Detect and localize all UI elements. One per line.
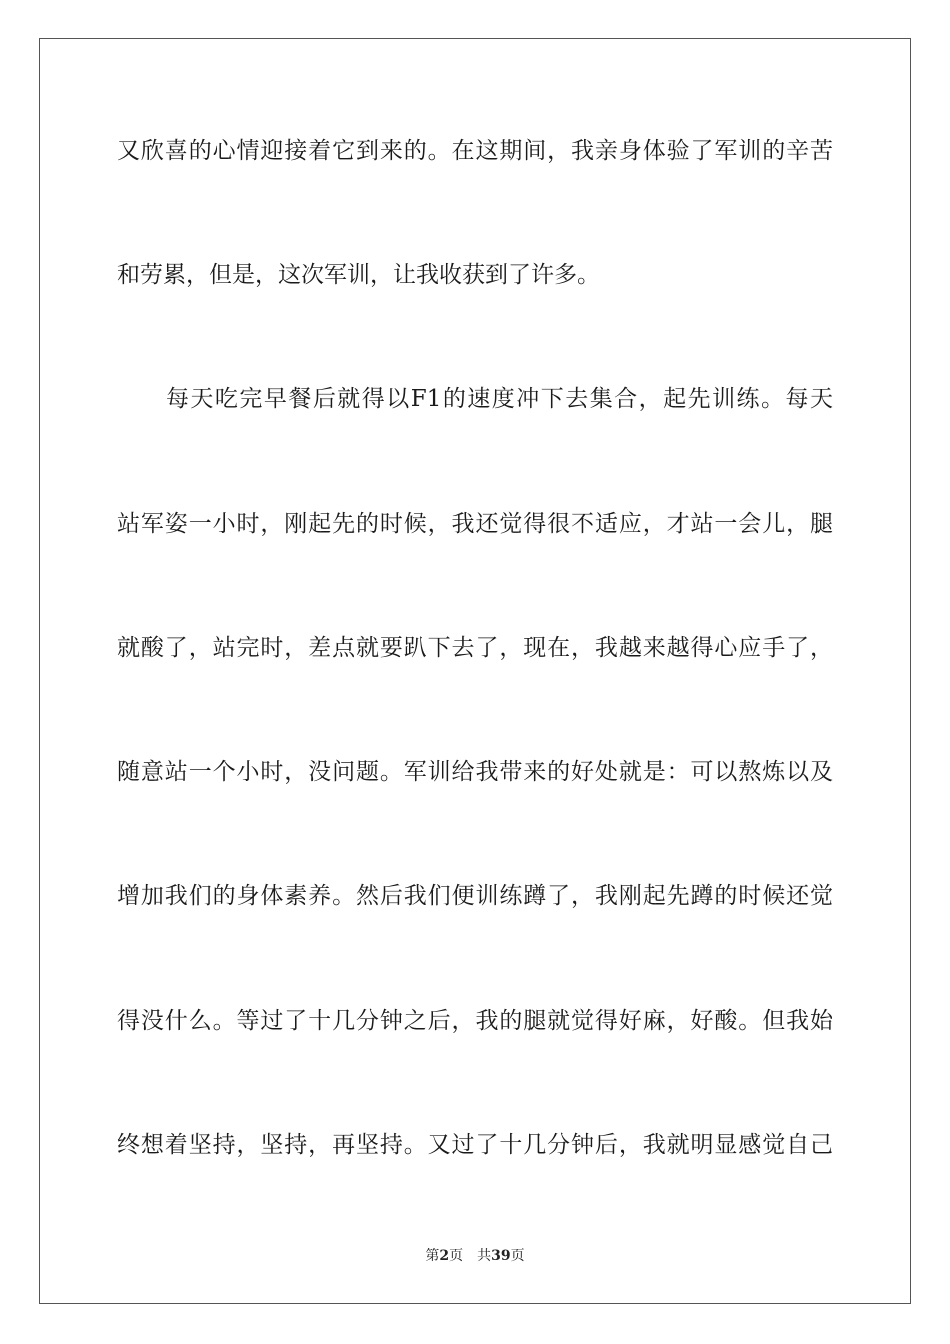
body-text-line-5: 就酸了，站完时，差点就要趴下去了，现在，我越来越得心应手了， [117,635,833,661]
page-footer [0,1247,950,1265]
body-text-line-7: 增加我们的身体素养。然后我们便训练蹲了，我刚起先蹲的时候还觉 [117,883,833,909]
page-total-number: 39 [491,1248,511,1264]
total-suffix: 页 [510,1248,525,1264]
page-prefix: 第 [425,1248,440,1264]
body-text-line-4: 站军姿一小时，刚起先的时候，我还觉得很不适应，才站一会儿，腿 [117,511,833,537]
total-prefix: 共 [477,1248,492,1264]
body-text-line-3: 每天吃完早餐后就得以F1的速度冲下去集合，起先训练。每天 [117,386,833,412]
body-text-line-6: 随意站一个小时，没问题。军训给我带来的好处就是：可以熬炼以及 [117,759,833,785]
body-text-line-9: 终想着坚持，坚持，再坚持。又过了十几分钟后，我就明显感觉自己 [117,1132,833,1158]
body-text-line-2: 和劳累，但是，这次军训，让我收获到了许多。 [117,262,600,288]
page-border [39,38,911,1304]
body-text-line-8: 得没什么。等过了十几分钟之后，我的腿就觉得好麻，好酸。但我始 [117,1008,833,1034]
page-suffix: 页 [449,1248,464,1264]
body-text-line-1: 又欣喜的心情迎接着它到来的。在这期间，我亲身体验了军训的辛苦 [117,138,833,164]
page-current-number: 2 [439,1248,450,1264]
